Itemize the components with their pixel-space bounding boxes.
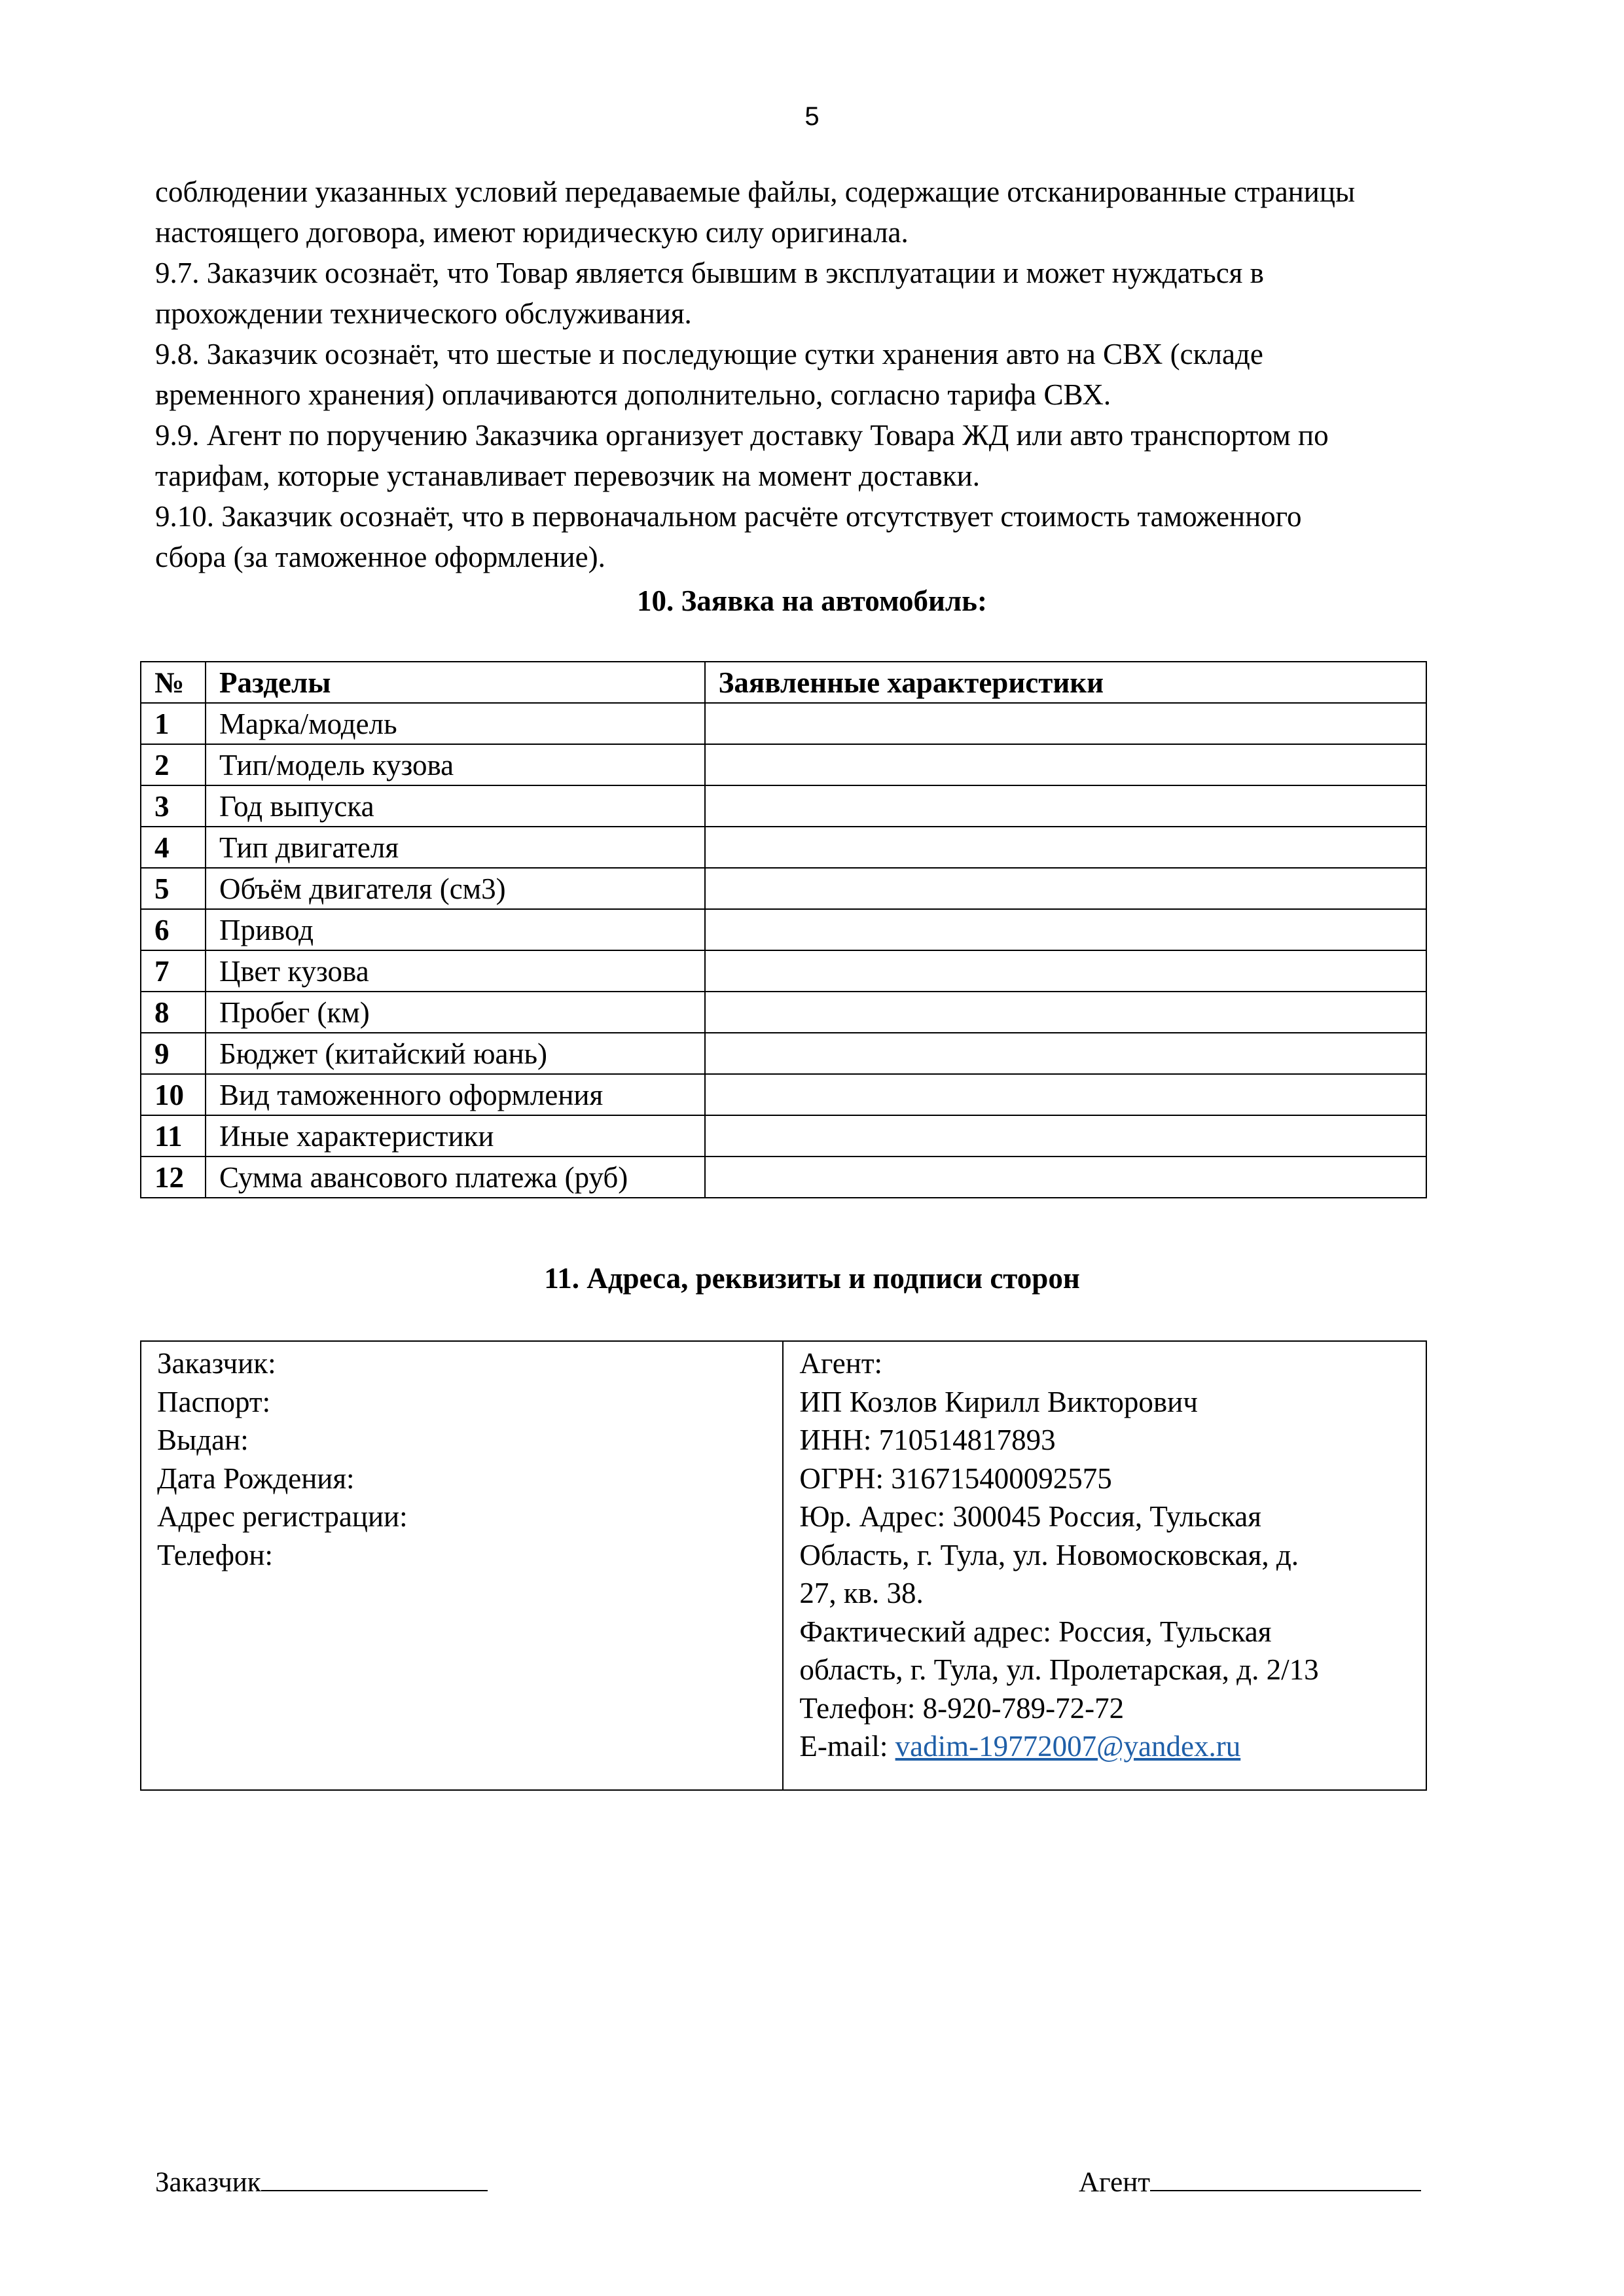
agent-email-link[interactable]: vadim-19772007@yandex.ru [895,1730,1241,1763]
page-number: 5 [804,102,820,131]
row-value-cell[interactable] [705,992,1426,1033]
column-header-declared-characteristics: Заявленные характеристики [705,662,1426,703]
row-number: 6 [141,909,206,950]
text-line: тарифам, которые устанавливает перевозчик на момент доставки. [155,459,980,492]
row-number: 10 [141,1074,206,1115]
text-line: соблюдении указанных условий передаваемые файлы, содержащие отсканированные страницы [155,175,1356,208]
text-line: прохождении технического обслуживания. [155,297,692,330]
text-line: сбора (за таможенное оформление). [155,541,605,573]
customer-signature [155,2160,488,2202]
row-value-cell[interactable] [705,1115,1426,1157]
row-number: 1 [141,703,206,744]
table-row [141,868,1426,909]
agent-signature [1079,2160,1421,2202]
row-number: 12 [141,1157,206,1198]
text-line: 9.10. Заказчик осознаёт, что в первоначальном расчёте отсутствует стоимость таможенного [155,500,1302,533]
table-row [141,827,1426,868]
row-label: Тип/модель кузова [206,744,705,785]
text-line: 9.8. Заказчик осознаёт, что шестые и последующие сутки хранения авто на СВХ (складе [155,338,1263,370]
row-value-cell[interactable] [705,868,1426,909]
section-11-title: 11. Адреса, реквизиты и подписи сторон [544,1262,1080,1295]
customer-birth-date-label: Дата Рождения: [157,1462,355,1495]
row-number: 8 [141,992,206,1033]
column-header-sections: Разделы [206,662,705,703]
row-label: Пробег (км) [206,992,705,1033]
agent-name: ИП Козлов Кирилл Викторович [799,1385,1198,1418]
text-line: 9.7. Заказчик осознаёт, что Товар является бывшим в эксплуатации и может нуждаться в [155,257,1264,289]
agent-email-label: E-mail: [799,1730,895,1763]
customer-signature-label: Заказчик [155,2167,261,2198]
table-row [141,1074,1426,1115]
agent-signature-line [1150,2160,1421,2191]
customer-passport-label: Паспорт: [157,1385,271,1418]
text-line: настоящего договора, имеют юридическую силу оригинала. [155,216,909,249]
table-row [141,1033,1426,1074]
row-value-cell[interactable] [705,785,1426,827]
car-request-table [140,661,1427,1198]
table-header-row [141,662,1426,703]
agent-actual-address-line: область, г. Тула, ул. Пролетарская, д. 2/13 [799,1653,1319,1686]
row-label: Объём двигателя (см3) [206,868,705,909]
agent-phone: Телефон: 8-920-789-72-72 [799,1691,1125,1725]
table-row [141,950,1426,992]
customer-heading: Заказчик: [157,1347,276,1380]
text-line: 9.9. Агент по поручению Заказчика организует доставку Товара ЖД или авто транспортом по [155,419,1329,452]
row-number: 5 [141,868,206,909]
agent-email-line [799,1727,1413,1766]
row-value-cell[interactable] [705,1157,1426,1198]
parties-details-table [140,1340,1427,1791]
row-label: Бюджет (китайский юань) [206,1033,705,1074]
contract-clauses-text [155,171,1530,577]
text-line: временного хранения) оплачиваются дополнительно, согласно тарифа СВХ. [155,378,1111,411]
agent-signature-label: Агент [1079,2167,1151,2198]
row-value-cell[interactable] [705,827,1426,868]
agent-inn: ИНН: 710514817893 [799,1424,1056,1456]
customer-signature-line [261,2160,488,2191]
row-number: 11 [141,1115,206,1157]
agent-legal-address-line: Область, г. Тула, ул. Новомосковская, д. [799,1538,1299,1571]
section-10-title: 10. Заявка на автомобиль: [637,584,987,617]
row-label: Привод [206,909,705,950]
table-row [141,1157,1426,1198]
customer-details-cell [141,1341,783,1790]
row-label: Иные характеристики [206,1115,705,1157]
customer-issued-label: Выдан: [157,1424,249,1456]
row-number: 9 [141,1033,206,1074]
agent-ogrn: ОГРН: 316715400092575 [799,1462,1112,1495]
table-row [141,992,1426,1033]
row-number: 7 [141,950,206,992]
agent-heading: Агент: [799,1347,882,1380]
row-label: Марка/модель [206,703,705,744]
row-label: Год выпуска [206,785,705,827]
row-value-cell[interactable] [705,703,1426,744]
table-row [141,909,1426,950]
row-label: Вид таможенного оформления [206,1074,705,1115]
customer-registration-address-label: Адрес регистрации: [157,1500,408,1533]
row-value-cell[interactable] [705,744,1426,785]
row-value-cell[interactable] [705,909,1426,950]
customer-phone-label: Телефон: [157,1538,273,1571]
row-value-cell[interactable] [705,1074,1426,1115]
table-row [141,744,1426,785]
row-value-cell[interactable] [705,950,1426,992]
row-label: Тип двигателя [206,827,705,868]
row-value-cell[interactable] [705,1033,1426,1074]
row-label: Цвет кузова [206,950,705,992]
row-label: Сумма авансового платежа (руб) [206,1157,705,1198]
agent-details-cell [783,1341,1426,1790]
table-row [141,785,1426,827]
column-header-number: № [141,662,206,703]
row-number: 4 [141,827,206,868]
agent-legal-address-line: Юр. Адрес: 300045 Россия, Тульская [799,1500,1261,1533]
table-row [141,703,1426,744]
agent-actual-address-line: Фактический адрес: Россия, Тульская [799,1615,1272,1648]
row-number: 3 [141,785,206,827]
agent-legal-address-line: 27, кв. 38. [799,1577,924,1609]
table-row [141,1115,1426,1157]
parties-row [141,1341,1426,1790]
row-number: 2 [141,744,206,785]
